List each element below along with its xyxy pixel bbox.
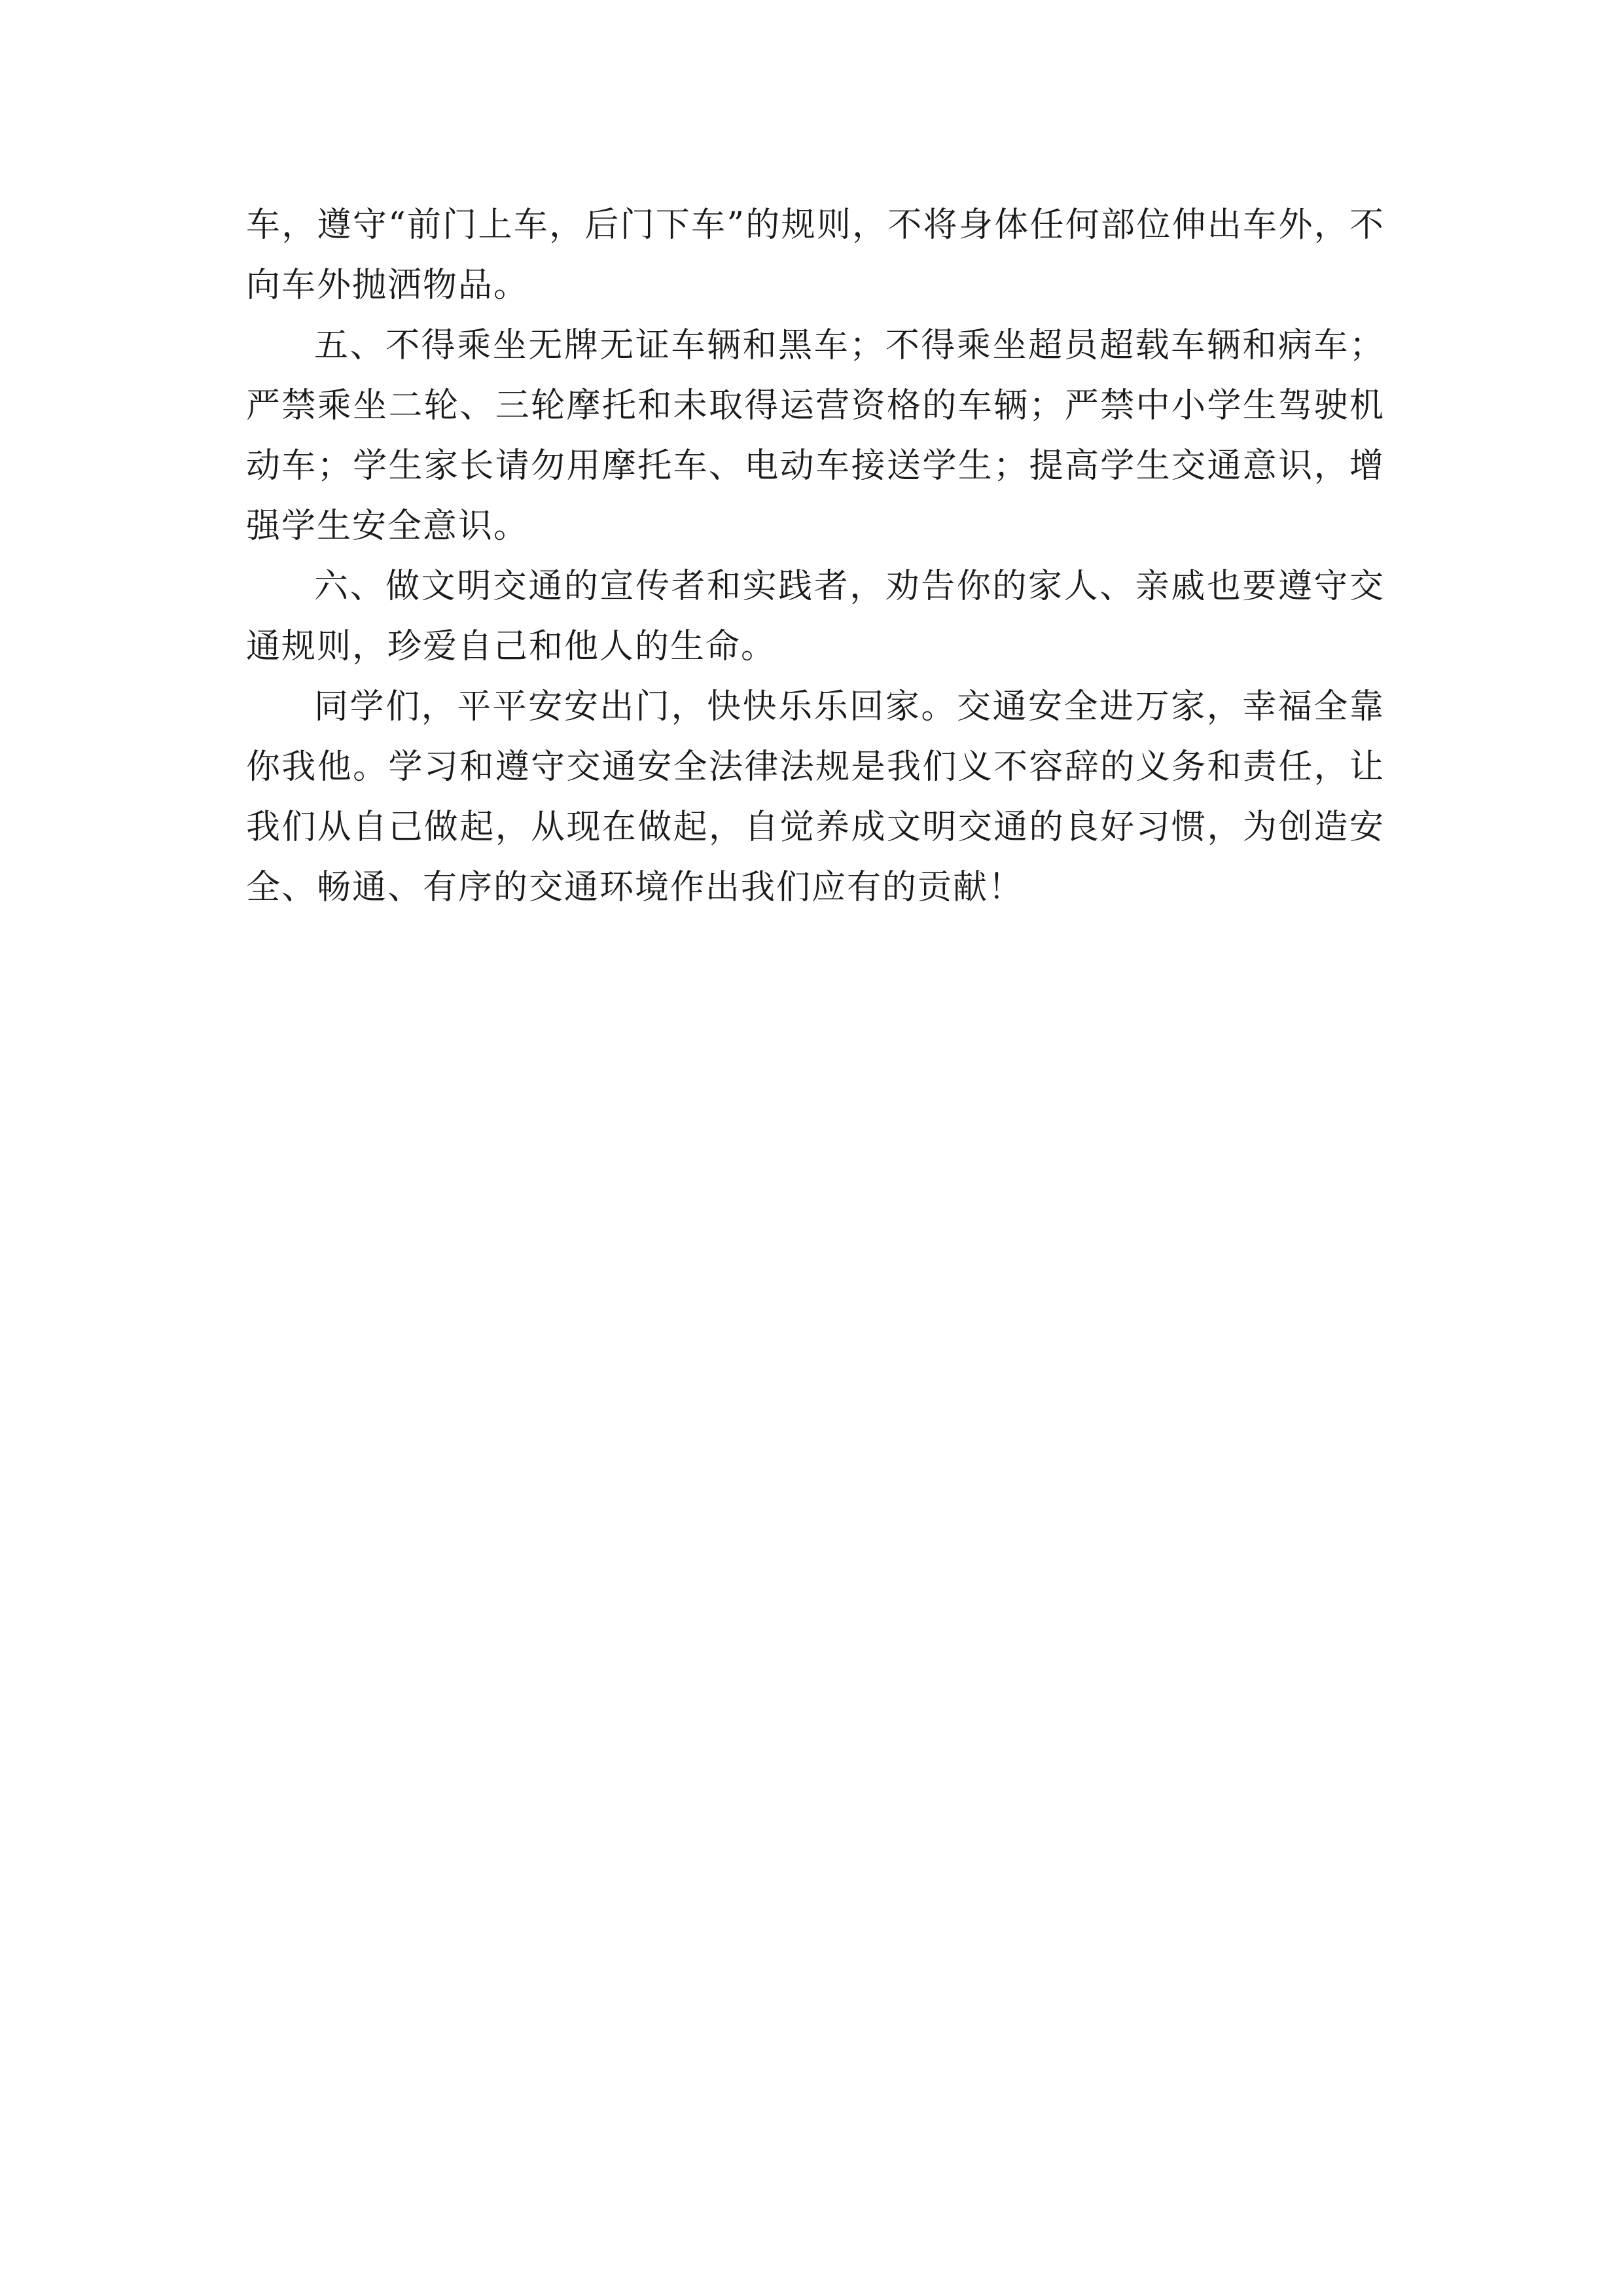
document-body [246, 195, 1385, 918]
paragraph-item-five: 五、不得乘坐无牌无证车辆和黑车；不得乘坐超员超载车辆和病车；严禁乘坐二轮、三轮摩托和未取得运营资格的车辆；严禁中小学生驾驶机动车；学生家长请勿用摩托车、电动车接送学生；提高学生交通意识，增强学生安全意识。 [246, 326, 1385, 546]
paragraph-continuation: 车，遵守“前门上车，后门下车”的规则，不将身体任何部位伸出车外，不向车外抛洒物品。 [246, 206, 1385, 305]
paragraph-item-six: 六、做文明交通的宣传者和实践者，劝告你的家人、亲戚也要遵守交通规则，珍爱自己和他人的生命。 [246, 567, 1385, 666]
paragraph-closing: 同学们，平平安安出门，快快乐乐回家。交通安全进万家，幸福全靠你我他。学习和遵守交通安全法律法规是我们义不容辞的义务和责任，让我们从自己做起，从现在做起，自觉养成文明交通的良好习惯，为创造安全、畅通、有序的交通环境作出我们应有的贡献！ [246, 687, 1385, 907]
